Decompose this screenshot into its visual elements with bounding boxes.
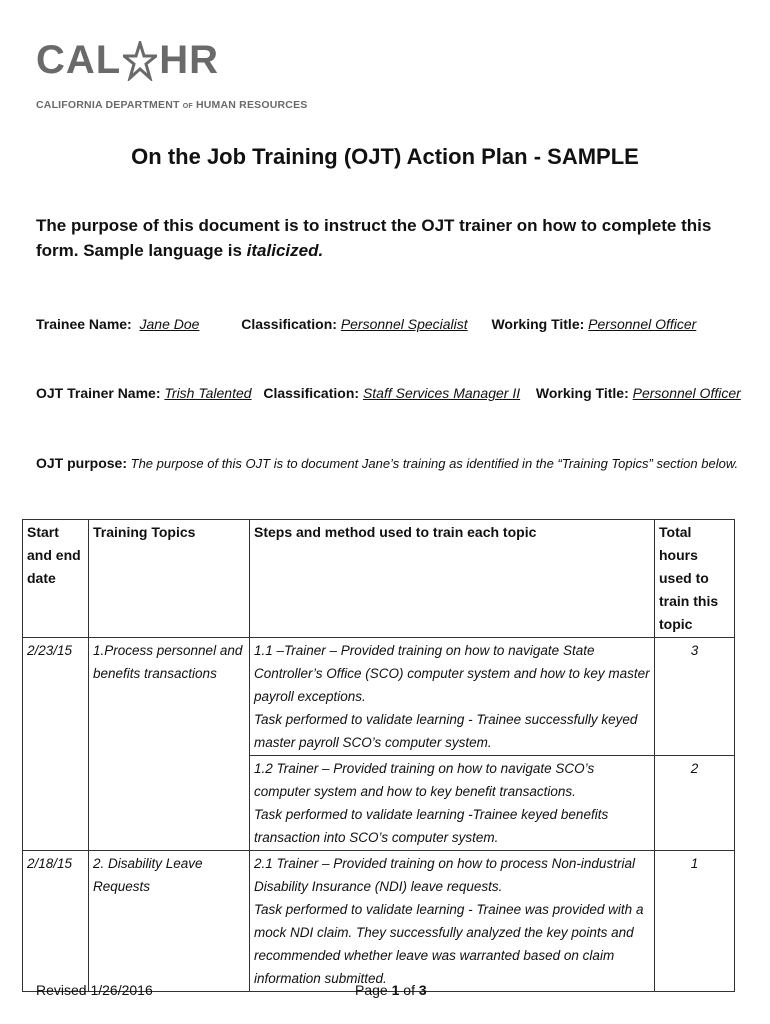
page-number: Page 1 of 3	[355, 982, 427, 998]
header-steps-method: Steps and method used to train each topic	[250, 520, 655, 638]
table-header-row	[23, 520, 735, 638]
row-hours: 3	[655, 638, 735, 756]
row-date: 2/18/15	[23, 851, 89, 992]
trainee-working-title-value: Personnel Officer	[588, 316, 697, 332]
row-steps	[250, 756, 655, 851]
step-description: 1.1 –Trainer – Provided training on how to navigate State Controller’s Office (SCO) computer system and how to key master payroll exceptions.	[254, 643, 650, 704]
trainee-working-title-label: Working Title:	[491, 316, 585, 332]
row-topic: 1.Process personnel and benefits transactions	[89, 638, 250, 851]
header-start-end-date: Start and end date	[23, 520, 89, 638]
trainer-working-title-value: Personnel Officer	[632, 385, 741, 401]
table-row	[23, 851, 735, 992]
trainer-classification-value: Staff Services Manager II	[362, 385, 521, 401]
ojt-purpose-label: OJT purpose:	[36, 455, 128, 471]
header-training-topics: Training Topics	[89, 520, 250, 638]
row-steps	[250, 851, 655, 992]
ojt-purpose-line	[36, 455, 738, 471]
ojt-purpose-value: The purpose of this OJT is to document Jane’s training as identified in the “Training Topics” section below.	[130, 456, 739, 471]
trainee-name-label: Trainee Name:	[36, 316, 132, 332]
header-total-hours: Total hours used to train this topic	[655, 520, 735, 638]
logo-left-word: CAL	[36, 38, 122, 82]
logo-wordmark	[36, 38, 219, 83]
calhr-logo	[36, 32, 308, 116]
table-row	[23, 638, 735, 756]
trainer-name-value: Trish Talented	[164, 385, 252, 401]
trainer-working-title-label: Working Title:	[535, 385, 629, 401]
row-date: 2/23/15	[23, 638, 89, 851]
logo-subtitle: CALIFORNIA DEPARTMENT OF HUMAN RESOURCES	[36, 99, 308, 111]
star-icon	[123, 41, 157, 81]
trainer-name-label: OJT Trainer Name:	[36, 385, 161, 401]
document-title: On the Job Training (OJT) Action Plan - SAMPLE	[131, 144, 639, 169]
trainee-info-line	[36, 316, 696, 332]
step-description: 1.2 Trainer – Provided training on how to navigate SCO’s computer system and how to key benefit transactions.	[254, 761, 595, 799]
trainee-name-value: Jane Doe	[139, 316, 200, 332]
trainer-classification-label: Classification:	[263, 385, 360, 401]
step-validation-task: Task performed to validate learning - Trainee was provided with a mock NDI claim. They successfully analyzed the key points and recommended whether leave was warranted based on claim information submitted.	[254, 902, 644, 986]
training-plan-table	[22, 519, 735, 992]
row-topic: 2. Disability Leave Requests	[89, 851, 250, 992]
trainee-classification-label: Classification:	[241, 316, 337, 332]
step-description: 2.1 Trainer – Provided training on how to process Non-industrial Disability Insurance (NDI) leave requests.	[254, 856, 635, 894]
step-validation-task: Task performed to validate learning -Trainee keyed benefits transaction into SCO’s computer system.	[254, 807, 609, 845]
trainer-info-line	[36, 385, 741, 401]
logo-right-word: HR	[159, 38, 219, 82]
row-steps	[250, 638, 655, 756]
revised-date: Revised 1/26/2016	[36, 982, 153, 998]
trainee-classification-value: Personnel Specialist	[340, 316, 468, 332]
purpose-statement: The purpose of this document is to instruct the OJT trainer on how to complete this form. Sample language is italicized.	[36, 216, 712, 260]
row-hours: 2	[655, 756, 735, 851]
row-hours: 1	[655, 851, 735, 992]
step-validation-task: Task performed to validate learning - Trainee successfully keyed master payroll SCO’s computer system.	[254, 712, 638, 750]
